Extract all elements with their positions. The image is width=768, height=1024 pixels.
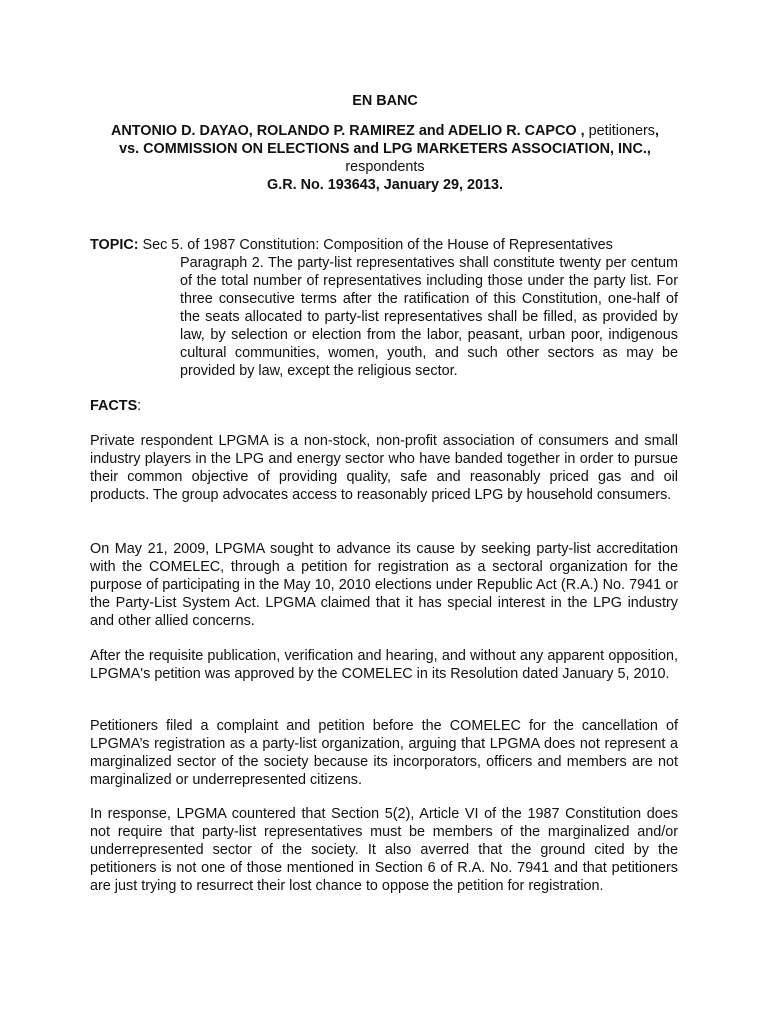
facts-heading: FACTS: [90, 398, 142, 414]
respondents-names: vs. COMMISSION ON ELECTIONS and LPG MARKETERS ASSOCIATION, INC., [119, 141, 651, 157]
case-header [60, 92, 710, 194]
petitioners-label: petitioners [588, 123, 655, 139]
facts-paragraph: After the requisite publication, verification and hearing, and without any apparent opposition, LPGMA's petition was approved by the COMELEC in its Resolution dated January 5, 2010. [90, 648, 678, 682]
topic-body: Paragraph 2. The party-list representatives shall constitute twenty per centum of the total number of representatives including those under the party list. For three consecutive terms after the ratification of this Constitution, one-half of the seats allocated to party-list representatives shall be filled, as provided by law, by selection or election from the labor, peasant, urban poor, indigenous cultural communities, women, youth, and such other sectors as may be provided by law, except the religious sector. [180, 255, 678, 379]
court-division: EN BANC [352, 93, 418, 109]
case-number: G.R. No. 193643, January 29, 2013. [267, 177, 503, 193]
petitioners-line: ANTONIO D. DAYAO, ROLANDO P. RAMIREZ and ADELIO R. CAPCO , petitioners, [110, 123, 659, 139]
facts-paragraph: Private respondent LPGMA is a non-stock, non-profit association of consumers and small industry players in the LPG and energy sector who have banded together in order to pursue their common objective of providing quality, safe and reasonably priced gas and oil products. The group advocates access to reasonably priced LPG by household consumers. [90, 433, 678, 503]
petitioners-names: ANTONIO D. DAYAO, ROLANDO P. RAMIREZ and ADELIO R. CAPCO , [110, 123, 585, 139]
facts-paragraph: In response, LPGMA countered that Section 5(2), Article VI of the 1987 Constitution does not require that party-list representatives must be members of the marginalized and/or underrepresented sector of the society. It also averred that the ground cited by the petitioners is not one of those mentioned in Section 6 of R.A. No. 7941 and that petitioners are just trying to resurrect their lost chance to oppose the petition for registration. [90, 806, 678, 894]
respondents-label: respondents [345, 159, 425, 175]
topic-label: TOPIC: [90, 237, 139, 253]
facts-paragraph: On May 21, 2009, LPGMA sought to advance its cause by seeking party-list accreditation with the COMELEC, through a petition for registration as a sectoral organization for the purpose of participating in the May 10, 2010 elections under Republic Act (R.A.) No. 7941 or the Party-List System Act. LPGMA claimed that it has special interest in the LPG industry and other allied concerns. [90, 541, 678, 629]
facts-label: FACTS [90, 398, 138, 414]
topic-section [90, 236, 678, 380]
facts-paragraph: Petitioners filed a complaint and petition before the COMELEC for the cancellation of LPGMA’s registration as a party-list organization, arguing that LPGMA does not represent a marginalized sector of the society because its incorporators, officers and members are not marginalized or underrepresented citizens. [90, 718, 678, 788]
topic-heading: Sec 5. of 1987 Constitution: Composition of the House of Representatives [142, 237, 613, 253]
